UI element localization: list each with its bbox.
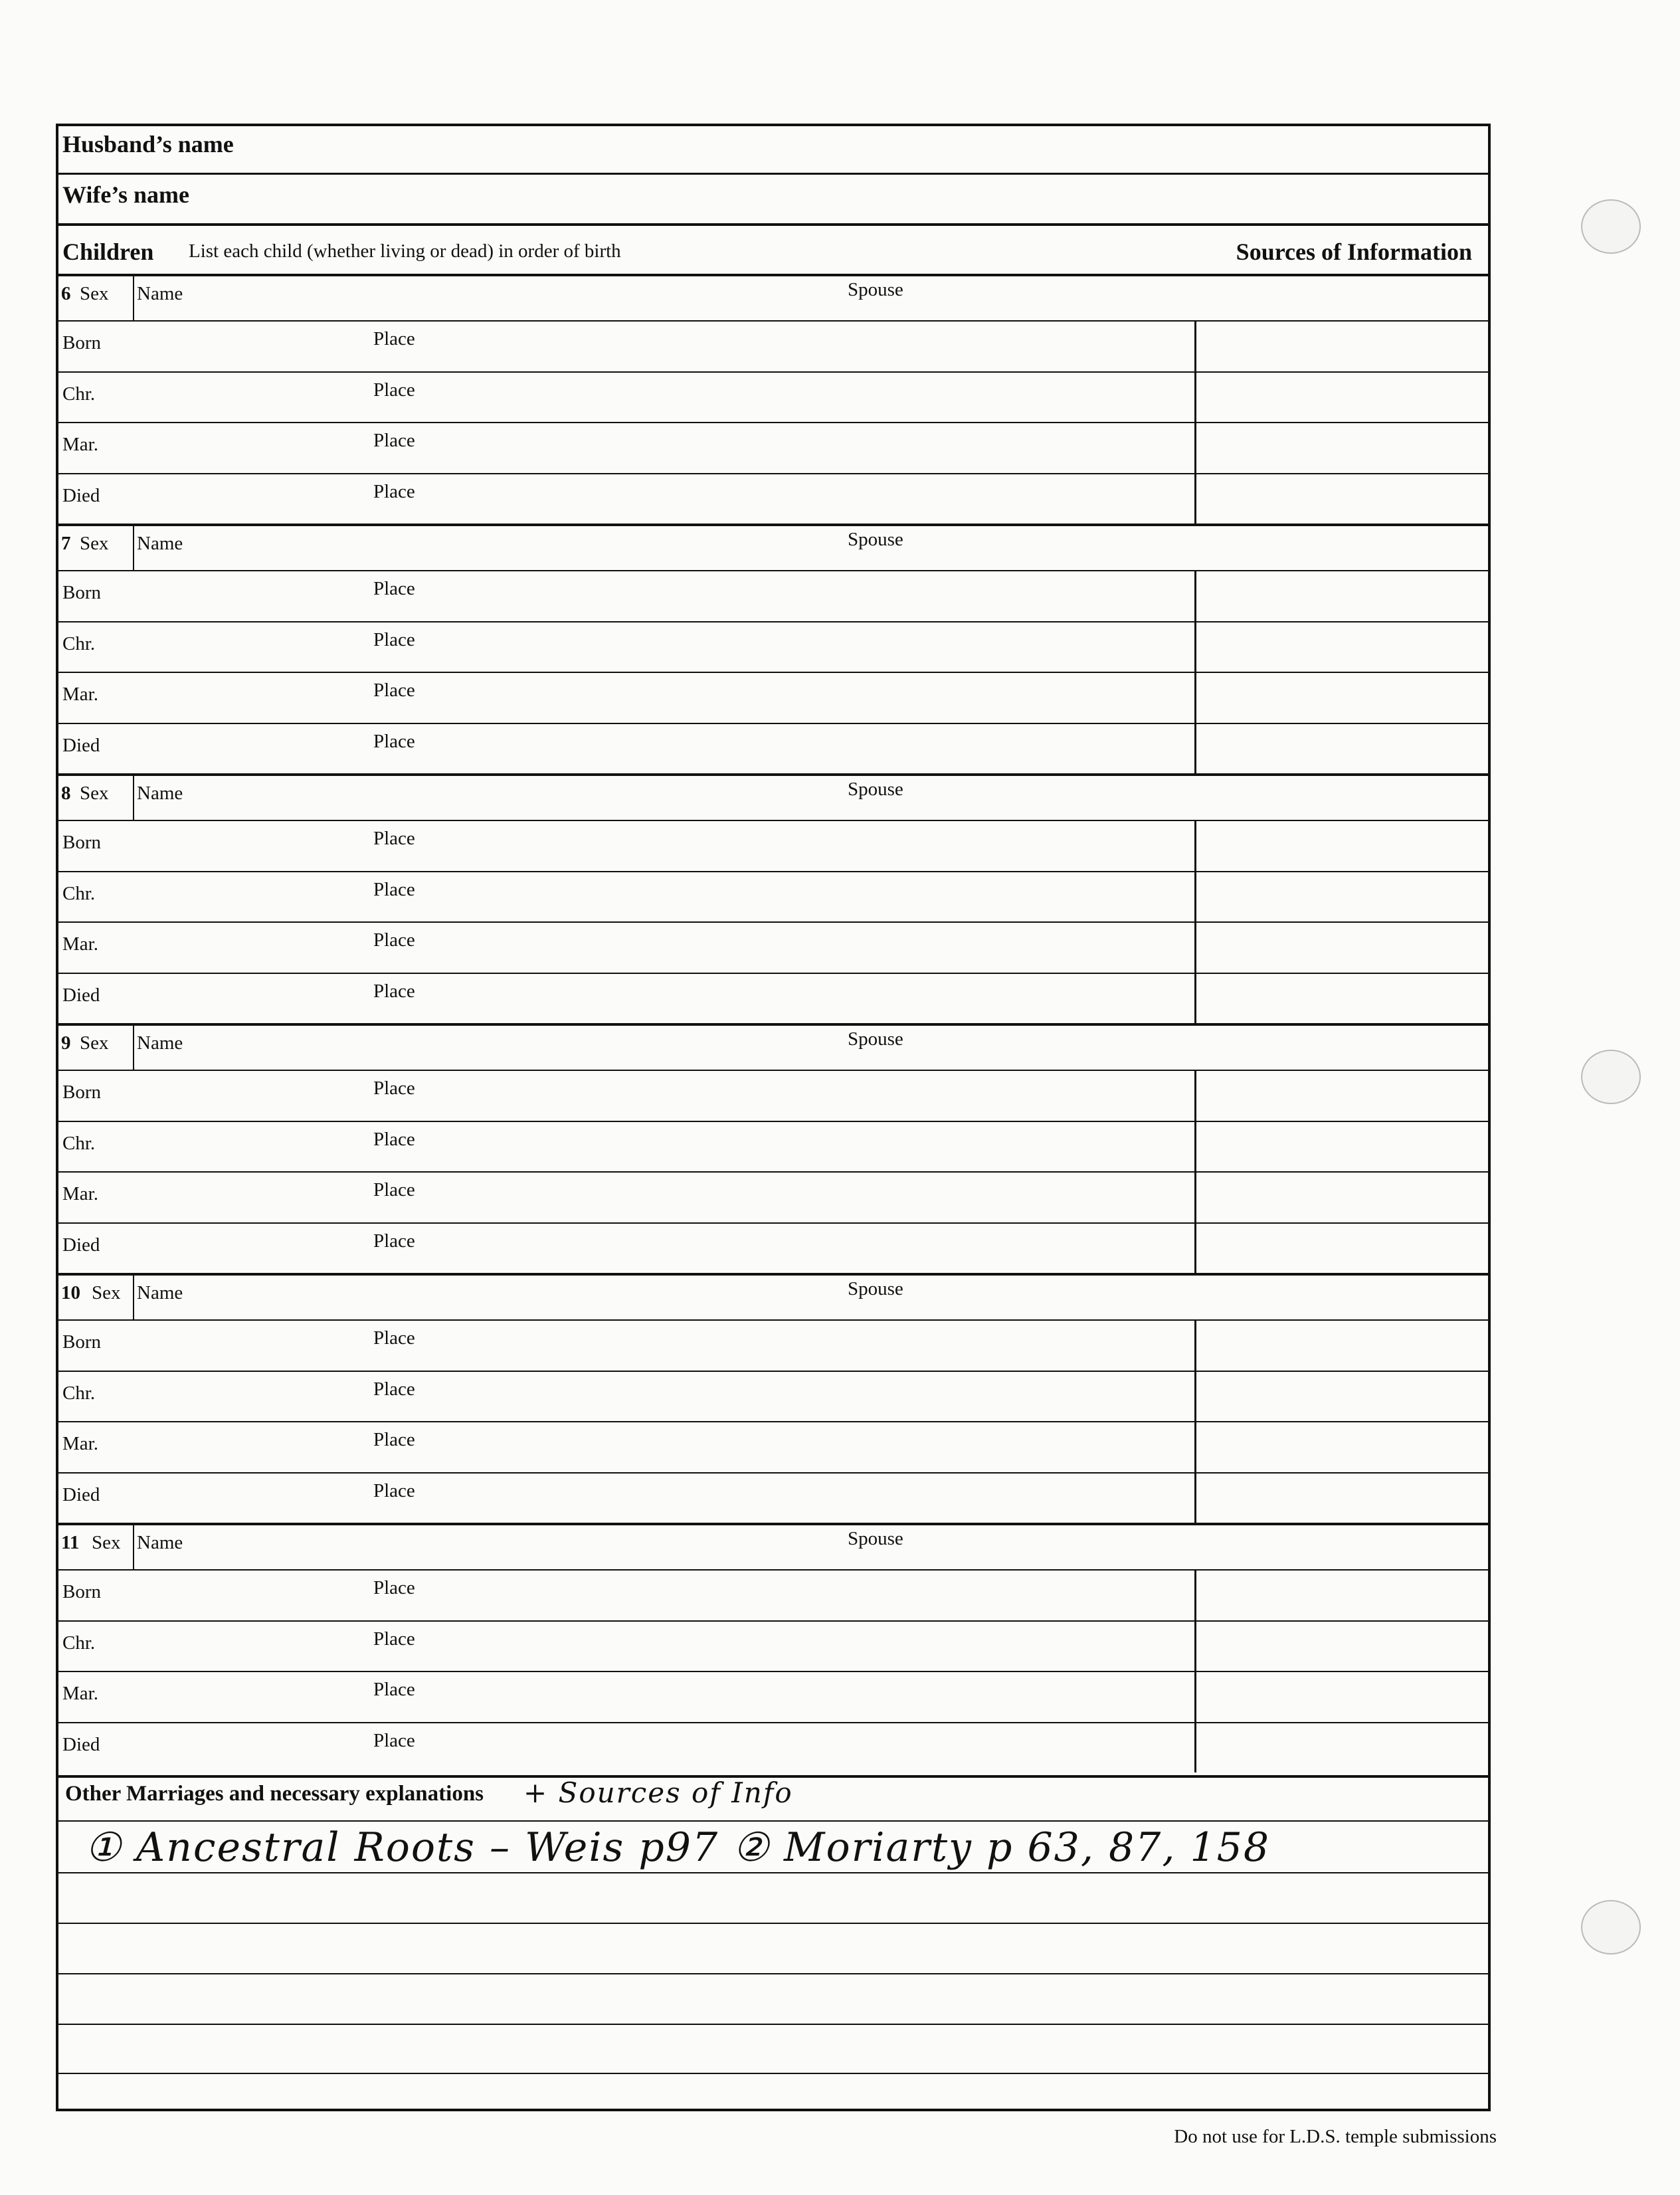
child-chr-place-label: Place [373, 379, 415, 401]
child-chr-source-cell[interactable] [1194, 621, 1488, 672]
child-spouse-label: Spouse [848, 779, 903, 800]
family-group-sheet [56, 124, 1491, 2111]
child-died-source-cell[interactable] [1194, 473, 1488, 524]
child-number: 11 [61, 1532, 80, 1553]
child-chr-source-cell[interactable] [1194, 871, 1488, 922]
sources-column-divider [1194, 1569, 1196, 1772]
child-number: 10 [61, 1282, 80, 1303]
child-died-label: Died [62, 1234, 100, 1256]
child-chr-source-cell[interactable] [1194, 371, 1488, 423]
child-died-label: Died [62, 984, 100, 1006]
child-died-place-label: Place [373, 730, 415, 752]
child-died-label: Died [62, 1483, 100, 1505]
child-name-label: Name [137, 533, 183, 554]
divider [58, 1023, 1488, 1026]
child-died-source-cell[interactable] [1194, 1472, 1488, 1523]
husband-row [58, 126, 1488, 173]
child-mar-place-label: Place [373, 680, 415, 701]
child-spouse-label: Spouse [848, 279, 903, 300]
children-label: Children [62, 239, 154, 265]
child-died-place-label: Place [373, 1729, 415, 1751]
child-spouse-label: Spouse [848, 1278, 903, 1299]
child-born-source-cell[interactable] [1194, 1319, 1488, 1371]
ruled-line [58, 2073, 1488, 2074]
child-name-label: Name [137, 1532, 183, 1553]
child-born-label: Born [62, 332, 101, 353]
sources-column-divider [1194, 320, 1196, 524]
child-mar-label: Mar. [62, 933, 98, 955]
child-sex-label: Sex [80, 1032, 109, 1054]
child-number: 9 [61, 1032, 71, 1054]
child-spouse-label: Spouse [848, 1528, 903, 1549]
child-chr-source-cell[interactable] [1194, 1371, 1488, 1422]
other-marriages-label: Other Marriages and necessary explanations [65, 1782, 484, 1806]
child-sex-label: Sex [92, 1282, 121, 1303]
child-mar-label: Mar. [62, 684, 98, 705]
child-mar-source-cell[interactable] [1194, 921, 1488, 973]
ruled-line [58, 1820, 1488, 1822]
child-chr-place-label: Place [373, 628, 415, 650]
child-born-place-label: Place [373, 828, 415, 849]
child-mar-source-cell[interactable] [1194, 1671, 1488, 1722]
child-number: 6 [61, 283, 71, 304]
child-died-place-label: Place [373, 980, 415, 1002]
child-mar-source-cell[interactable] [1194, 1421, 1488, 1472]
child-born-source-cell[interactable] [1194, 320, 1488, 371]
child-mar-place-label: Place [373, 1179, 415, 1200]
child-chr-place-label: Place [373, 878, 415, 900]
child-name-label: Name [137, 783, 183, 804]
child-chr-source-cell[interactable] [1194, 1620, 1488, 1671]
child-born-source-cell[interactable] [1194, 570, 1488, 621]
child-died-place-label: Place [373, 480, 415, 502]
child-mar-label: Mar. [62, 1183, 98, 1204]
ruled-line [58, 2024, 1488, 2025]
child-born-place-label: Place [373, 1577, 415, 1598]
child-chr-place-label: Place [373, 1628, 415, 1650]
divider [58, 1523, 1488, 1525]
child-block [58, 1023, 1488, 1273]
child-chr-label: Chr. [62, 1382, 96, 1404]
divider [58, 524, 1488, 526]
children-header-row [58, 223, 1488, 274]
ruled-line [58, 1923, 1488, 1924]
child-sex-label: Sex [80, 783, 109, 804]
child-chr-label: Chr. [62, 1632, 96, 1654]
child-chr-place-label: Place [373, 1378, 415, 1400]
sources-column-divider [1194, 570, 1196, 773]
child-chr-source-cell[interactable] [1194, 1121, 1488, 1172]
child-born-label: Born [62, 1082, 101, 1103]
children-instruction: List each child (whether living or dead) in order of birth [189, 240, 621, 262]
child-spouse-label: Spouse [848, 1028, 903, 1050]
child-name-label: Name [137, 1282, 183, 1303]
child-died-source-cell[interactable] [1194, 1722, 1488, 1773]
child-block [58, 524, 1488, 773]
binder-hole-bottom [1581, 1900, 1641, 1955]
handwritten-sources-line: ① Ancestral Roots – Weis p97 ② Moriarty p 63, 87, 158 [85, 1824, 1271, 1871]
child-born-place-label: Place [373, 1327, 415, 1349]
child-born-place-label: Place [373, 328, 415, 349]
child-mar-place-label: Place [373, 430, 415, 451]
child-mar-place-label: Place [373, 1429, 415, 1450]
child-chr-place-label: Place [373, 1128, 415, 1150]
sources-column-divider [1194, 1070, 1196, 1273]
child-chr-label: Chr. [62, 383, 96, 405]
child-mar-label: Mar. [62, 1683, 98, 1704]
sources-column-divider [1194, 1319, 1196, 1523]
child-born-label: Born [62, 1331, 101, 1353]
husband-label: Husband’s name [62, 131, 234, 157]
binder-hole-top [1581, 199, 1641, 254]
child-died-place-label: Place [373, 1479, 415, 1501]
child-block [58, 274, 1488, 524]
child-number: 8 [61, 783, 71, 804]
child-born-place-label: Place [373, 1078, 415, 1099]
child-spouse-label: Spouse [848, 529, 903, 550]
child-mar-source-cell[interactable] [1194, 422, 1488, 473]
child-born-label: Born [62, 832, 101, 853]
child-chr-label: Chr. [62, 1132, 96, 1154]
wife-row [58, 173, 1488, 223]
child-sex-label: Sex [80, 533, 109, 554]
binder-hole-middle [1581, 1050, 1641, 1104]
child-died-place-label: Place [373, 1230, 415, 1252]
child-born-label: Born [62, 1581, 101, 1602]
child-mar-place-label: Place [373, 929, 415, 951]
child-born-label: Born [62, 582, 101, 603]
child-mar-source-cell[interactable] [1194, 1171, 1488, 1222]
child-name-label: Name [137, 283, 183, 304]
sources-column-divider [1194, 820, 1196, 1023]
child-died-source-cell[interactable] [1194, 973, 1488, 1024]
child-number: 7 [61, 533, 71, 554]
child-mar-label: Mar. [62, 434, 98, 455]
child-name-label: Name [137, 1032, 183, 1054]
child-chr-label: Chr. [62, 632, 96, 654]
child-died-label: Died [62, 1733, 100, 1755]
other-marriages-section [58, 1775, 1488, 2111]
child-died-source-cell[interactable] [1194, 723, 1488, 774]
child-born-source-cell[interactable] [1194, 1070, 1488, 1121]
ruled-line [58, 1872, 1488, 1873]
child-born-place-label: Place [373, 578, 415, 599]
child-mar-label: Mar. [62, 1433, 98, 1454]
child-born-source-cell[interactable] [1194, 1569, 1488, 1620]
divider [58, 1273, 1488, 1276]
footer-notice: Do not use for L.D.S. temple submissions [1174, 2126, 1497, 2147]
child-sex-label: Sex [80, 283, 109, 304]
child-block [58, 773, 1488, 1023]
child-block [58, 1523, 1488, 1772]
sources-label: Sources of Information [1236, 239, 1472, 265]
child-born-source-cell[interactable] [1194, 820, 1488, 871]
child-mar-source-cell[interactable] [1194, 672, 1488, 723]
child-died-source-cell[interactable] [1194, 1222, 1488, 1274]
child-block [58, 1273, 1488, 1523]
child-died-label: Died [62, 734, 100, 756]
ruled-line [58, 1973, 1488, 1974]
child-died-label: Died [62, 484, 100, 506]
child-sex-label: Sex [92, 1532, 121, 1553]
wife-label: Wife’s name [62, 181, 189, 208]
child-chr-label: Chr. [62, 882, 96, 904]
child-mar-place-label: Place [373, 1679, 415, 1700]
divider [58, 274, 1488, 276]
divider [58, 773, 1488, 776]
handwritten-sources-note: + Sources of Info [523, 1776, 793, 1809]
